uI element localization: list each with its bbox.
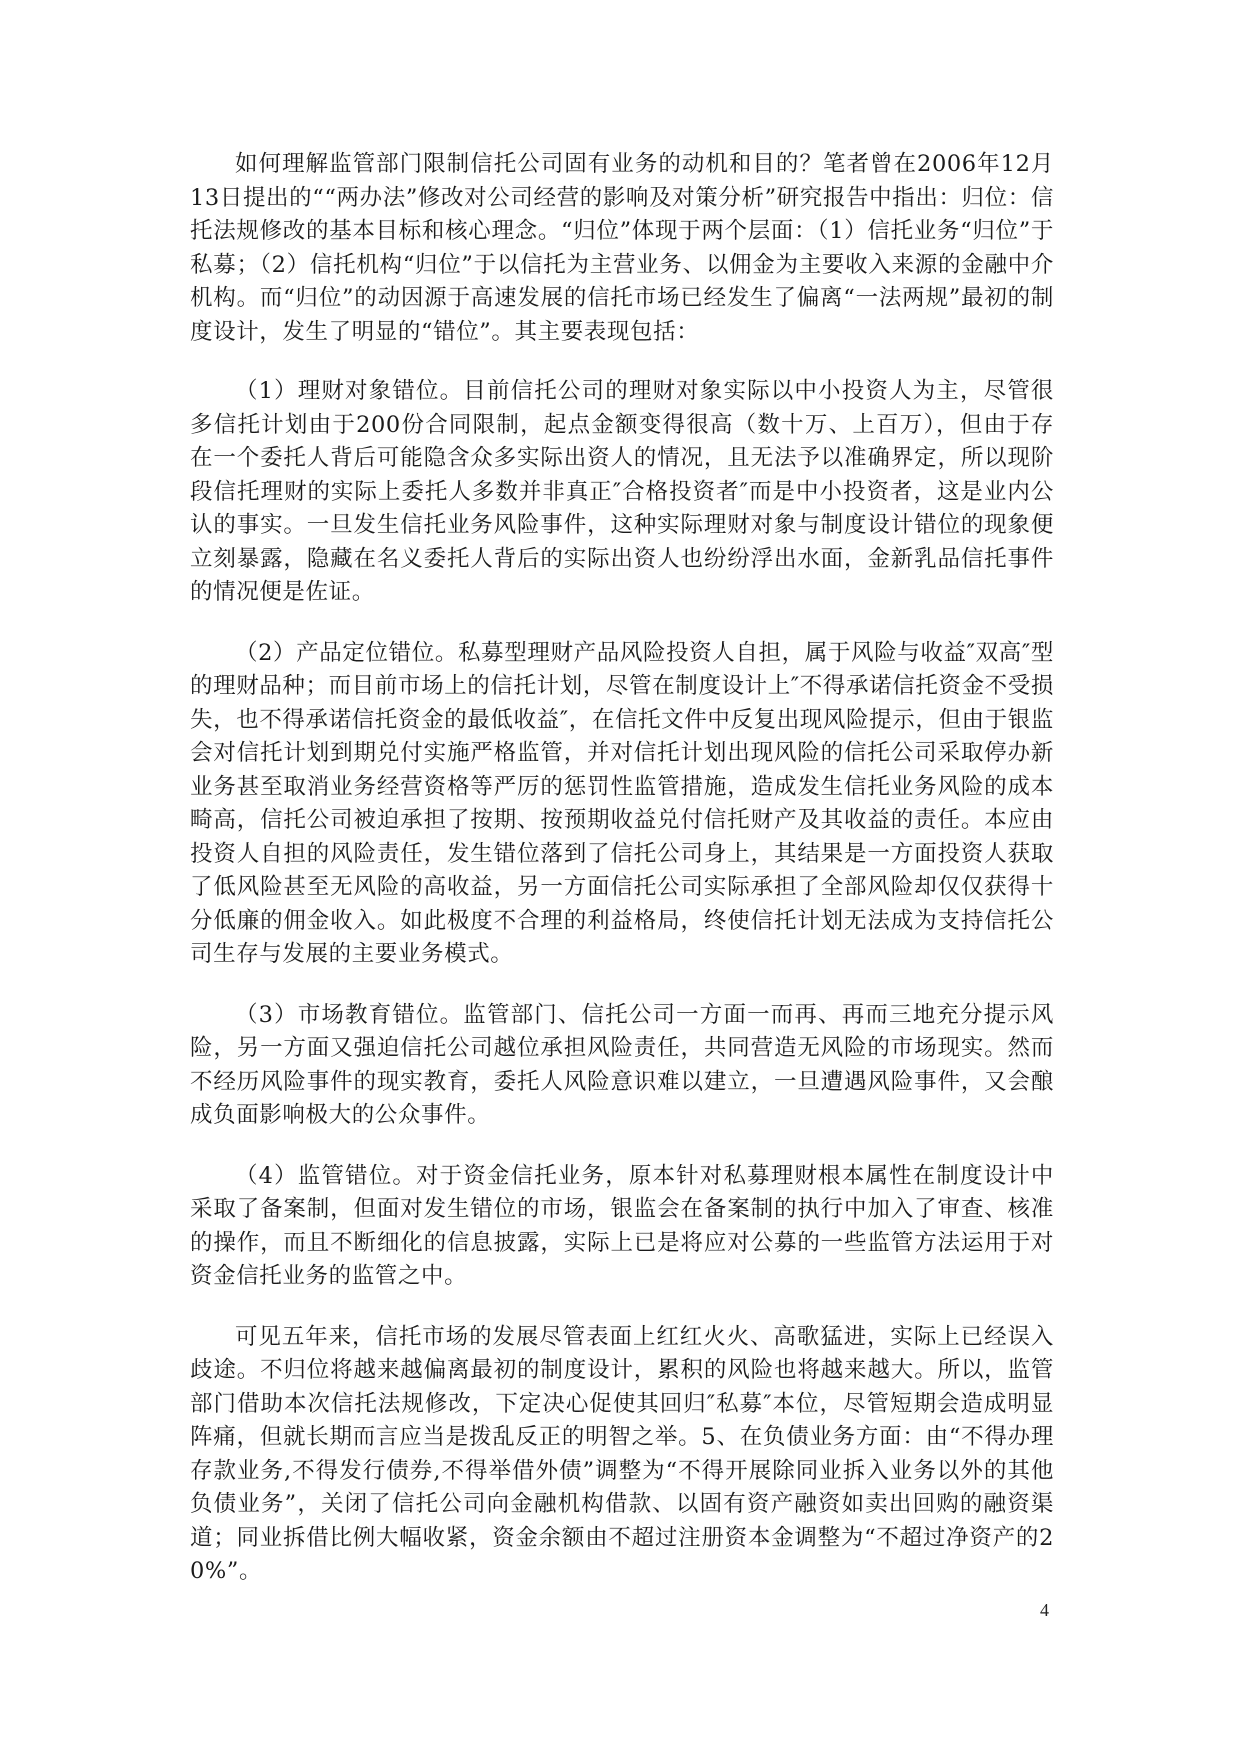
paragraph-item-1: （1）理财对象错位。目前信托公司的理财对象实际以中小投资人为主，尽管很多信托计划由于200份合同限制，起点金额变得很高（数十万、上百万），但由于存在一个委托人背后可能隐含众多实际出资人的情况，且无法予以准确界定，所以现阶段信托理财的实际上委托人多数并非真正″合格投资者″而是中小投资者，这是业内公认的事实。一旦发生信托业务风险事件，这种实际理财对象与制度设计错位的现象便立刻暴露，隐藏在名义委托人背后的实际出资人也纷纷浮出水面，金新乳品信托事件的情况便是佐证。 xyxy=(190,378,1054,605)
paragraph-intro: 如何理解监管部门限制信托公司固有业务的动机和目的？笔者曾在2006年12月13日提出的““两办法”修改对公司经营的影响及对策分析”研究报告中指出：归位：信托法规修改的基本目标和核心理念。“归位”体现于两个层面：（1）信托业务“归位”于私募；（2）信托机构“归位”于以信托为主营业务、以佣金为主要收入来源的金融中介机构。而“归位”的动因源于高速发展的信托市场已经发生了偏离“一法两规”最初的制度设计，发生了明显的“错位”。其主要表现包括： xyxy=(190,151,1054,345)
paragraph-item-2: （2）产品定位错位。私募型理财产品风险投资人自担，属于风险与收益″双高″型的理财品种；而目前市场上的信托计划，尽管在制度设计上″不得承诺信托资金不受损失，也不得承诺信托资金的最低收益″，在信托文件中反复出现风险提示，但由于银监会对信托计划到期兑付实施严格监管，并对信托计划出现风险的信托公司采取停办新业务甚至取消业务经营资格等严厉的惩罚性监管措施，造成发生信托业务风险的成本畸高，信托公司被迫承担了按期、按预期收益兑付信托财产及其收益的责任。本应由投资人自担的风险责任，发生错位落到了信托公司身上，其结果是一方面投资人获取了低风险甚至无风险的高收益，另一方面信托公司实际承担了全部风险却仅仅获得十分低廉的佣金收入。如此极度不合理的利益格局，终使信托计划无法成为支持信托公司生存与发展的主要业务模式。 xyxy=(190,639,1054,967)
paragraph-conclusion: 可见五年来，信托市场的发展尽管表面上红红火火、高歌猛进，实际上已经误入歧途。不归位将越来越偏离最初的制度设计，累积的风险也将越来越大。所以，监管部门借助本次信托法规修改，下定决心促使其回归″私募″本位，尽管短期会造成明显阵痛，但就长期而言应当是拨乱反正的明智之举。5、在负债业务方面：由“不得办理存款业务,不得发行债券,不得举借外债”调整为“不得开展除同业拆入业务以外的其他负债业务”，关闭了信托公司向金融机构借款、以固有资产融资如卖出回购的融资渠道；同业拆借比例大幅收紧，资金余额由不超过注册资本金调整为“不超过净资产的20%”。 xyxy=(190,1323,1054,1584)
paragraph-item-4: （4）监管错位。对于资金信托业务，原本针对私募理财根本属性在制度设计中采取了备案制，但面对发生错位的市场，银监会在备案制的执行中加入了审查、核准的操作，而且不断细化的信息披露，实际上已是将应对公募的一些监管方法运用于对资金信托业务的监管之中。 xyxy=(190,1162,1054,1289)
document-body xyxy=(190,148,1054,1616)
paragraph-item-3: （3）市场教育错位。监管部门、信托公司一方面一而再、再而三地充分提示风险，另一方面又强迫信托公司越位承担风险责任，共同营造无风险的市场现实。然而不经历风险事件的现实教育，委托人风险意识难以建立，一旦遭遇风险事件，又会酿成负面影响极大的公众事件。 xyxy=(190,1001,1054,1128)
page-number: 4 xyxy=(1040,1600,1049,1620)
